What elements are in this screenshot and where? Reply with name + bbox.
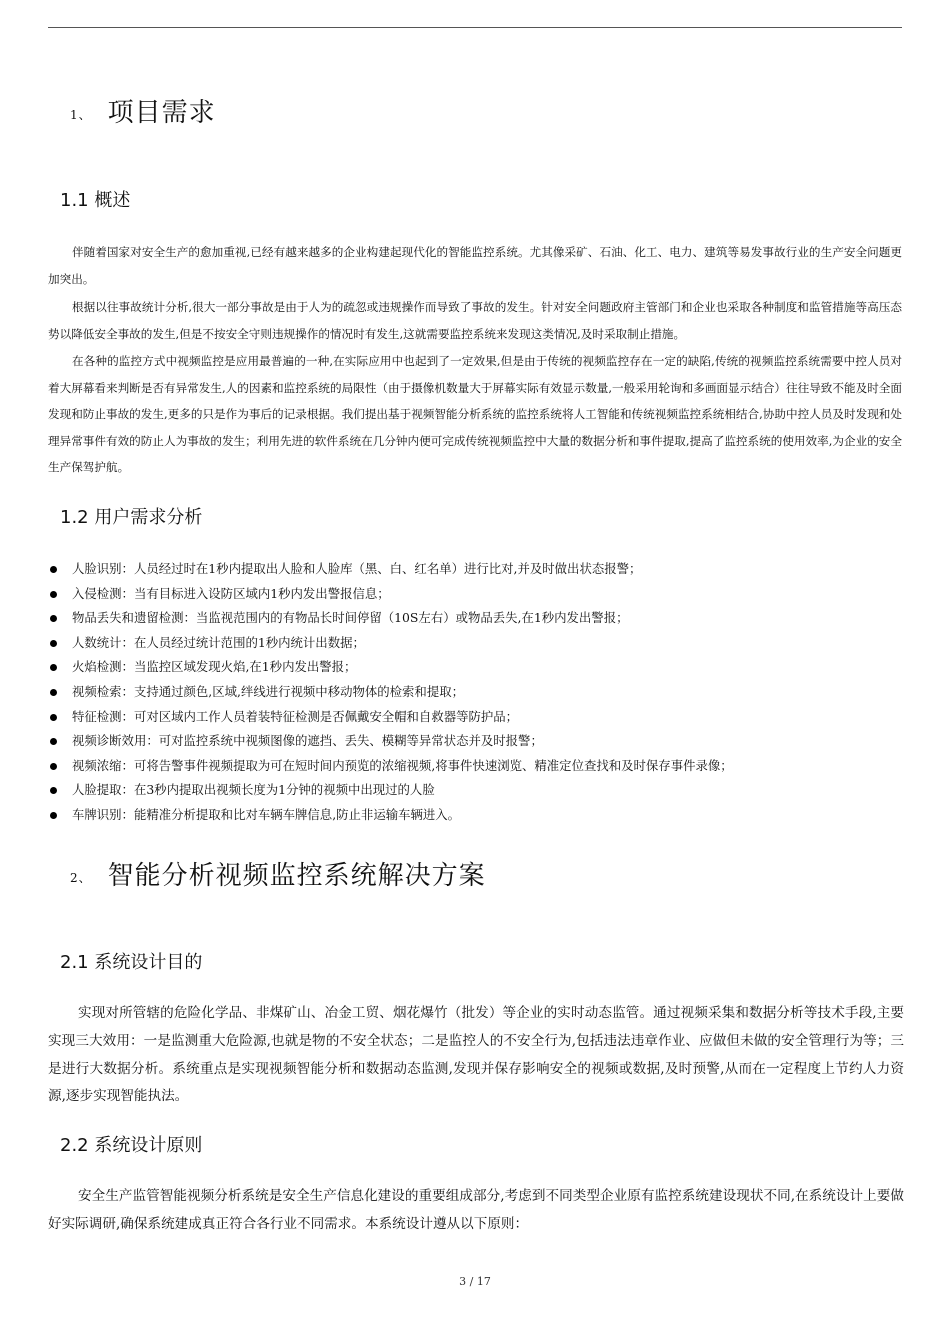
list-item <box>48 803 908 828</box>
list-item <box>48 655 908 680</box>
list-item <box>48 606 908 631</box>
subsection-1-2-title: 1.2 用户需求分析 <box>60 507 203 528</box>
bullet-icon <box>50 812 57 819</box>
list-item-text: 物品丢失和遗留检测：当监视范围内的有物品长时间停留（10S左右）或物品丢失,在1秒内发出警报； <box>72 610 629 626</box>
bullet-icon <box>50 738 57 745</box>
section-1-heading <box>70 92 216 129</box>
header-rule <box>48 27 902 28</box>
bullet-icon <box>50 640 57 647</box>
list-item-text: 视频诊断效用：可对监控系统中视频图像的遮挡、丢失、模糊等异常状态并及时报警； <box>72 733 543 749</box>
list-item-text: 人数统计：在人员经过统计范围的1秒内统计出数据； <box>72 634 365 650</box>
list-item-text: 车牌识别：能精准分析提取和比对车辆车牌信息,防止非运输车辆进入。 <box>72 806 461 822</box>
list-item <box>48 582 908 607</box>
section-2-number: 2、 <box>70 870 92 885</box>
overview-paragraph-2: 根据以往事故统计分析,很大一部分事故是由于人为的疏忽或违规操作而导致了事故的发生。针对安全问题政府主管部门和企业也采取各种制度和监管措施等高压态势以降低安全事故的发生,但是不按安全守则违规操作的情况时有发生,这就需要监控系统来发现这类情况,及时采取制止措施。 <box>48 300 902 341</box>
section-2-title: 智能分析视频监控系统解决方案 <box>107 861 486 891</box>
bullet-icon <box>50 763 57 770</box>
overview-paragraph-1: 伴随着国家对安全生产的愈加重视,已经有越来越多的企业构建起现代化的智能监控系统。尤其像采矿、石油、化工、电力、建筑等易发事故行业的生产安全问题更加突出。 <box>48 245 902 286</box>
list-item-text: 火焰检测：当监控区域发现火焰,在1秒内发出警报； <box>72 659 357 675</box>
list-item <box>48 754 908 779</box>
list-item-text: 视频检索：支持通过颜色,区域,绊线进行视频中移动物体的检索和提取； <box>72 683 464 699</box>
section-2-heading <box>70 855 486 892</box>
design-principle-paragraph: 安全生产监管智能视频分析系统是安全生产信息化建设的重要组成部分,考虑到不同类型企业原有监控系统建设现状不同,在系统设计上要做好实际调研,确保系统建成真正符合各行业不同需求。本系统设计遵从以下原则： <box>48 1188 904 1232</box>
list-item <box>48 778 908 803</box>
bullet-icon <box>50 787 57 794</box>
section-1-number: 1、 <box>70 107 92 122</box>
section-1-title: 项目需求 <box>107 98 216 128</box>
list-item <box>48 729 908 754</box>
list-item-text: 人脸提取：在3秒内提取出视频长度为1分钟的视频中出现过的人脸 <box>72 782 435 798</box>
list-item-text: 视频浓缩：可将告警事件视频提取为可在短时间内预览的浓缩视频,将事件快速浏览、精准定位查找和及时保存事件录像； <box>72 757 733 773</box>
list-item-text: 人脸识别：人员经过时在1秒内提取出人脸和人脸库（黑、白、红名单）进行比对,并及时做出状态报警； <box>72 561 642 576</box>
list-item <box>48 631 908 656</box>
overview-paragraph-3: 在各种的监控方式中视频监控是应用最普遍的一种,在实际应用中也起到了一定效果,但是由于传统的视频监控存在一定的缺陷,传统的视频监控系统需要中控人员对着大屏幕看来判断是否有异常发生,人的因素和监控系统的局限性（由于摄像机数量大于屏幕实际有效显示数量,一般采用轮询和多画面显示结合）往往导致不能及时全面发现和防止事故的发生,更多的只是作为事后的记录根据。我们提出基于视频智能分析系统的监控系统将人工智能和传统视频监控系统相结合,协助中控人员及时发现和处理异常事件有效的防止人为事故的发生；利用先进的软件系统在几分钟内便可完成传统视频监控中大量的数据分析和事件提取,提高了监控系统的使用效率,为企业的安全生产保驾护航。 <box>48 354 902 474</box>
bullet-icon <box>50 664 57 671</box>
list-item-text: 特征检测：可对区域内工作人员着装特征检测是否佩戴安全帽和自救器等防护品； <box>72 708 519 724</box>
list-item <box>48 557 908 582</box>
subsection-2-2-title: 2.2 系统设计原则 <box>60 1135 203 1156</box>
bullet-icon <box>50 714 57 721</box>
bullet-icon <box>50 566 57 573</box>
list-item <box>48 680 908 705</box>
bullet-icon <box>50 689 57 696</box>
list-item-text: 入侵检测：当有目标进入设防区域内1秒内发出警报信息； <box>72 585 390 601</box>
subsection-2-1-title: 2.1 系统设计目的 <box>60 952 203 973</box>
subsection-1-1-title: 1.1 概述 <box>60 190 131 211</box>
bullet-icon <box>50 615 57 622</box>
requirements-list <box>48 557 908 828</box>
bullet-icon <box>50 591 57 598</box>
page-number: 3 / 17 <box>459 1275 491 1288</box>
list-item <box>48 705 908 730</box>
design-purpose-paragraph: 实现对所管辖的危险化学品、非煤矿山、冶金工贸、烟花爆竹（批发）等企业的实时动态监管。通过视频采集和数据分析等技术手段,主要实现三大效用：一是监测重大危险源,也就是物的不安全状态；二是监控人的不安全行为,包括违法违章作业、应做但未做的安全管理行为等；三是进行大数据分析。系统重点是实现视频智能分析和数据动态监测,发现并保存影响安全的视频或数据,及时预警,从而在一定程度上节约人力资源,逐步实现智能执法。 <box>48 1005 904 1105</box>
